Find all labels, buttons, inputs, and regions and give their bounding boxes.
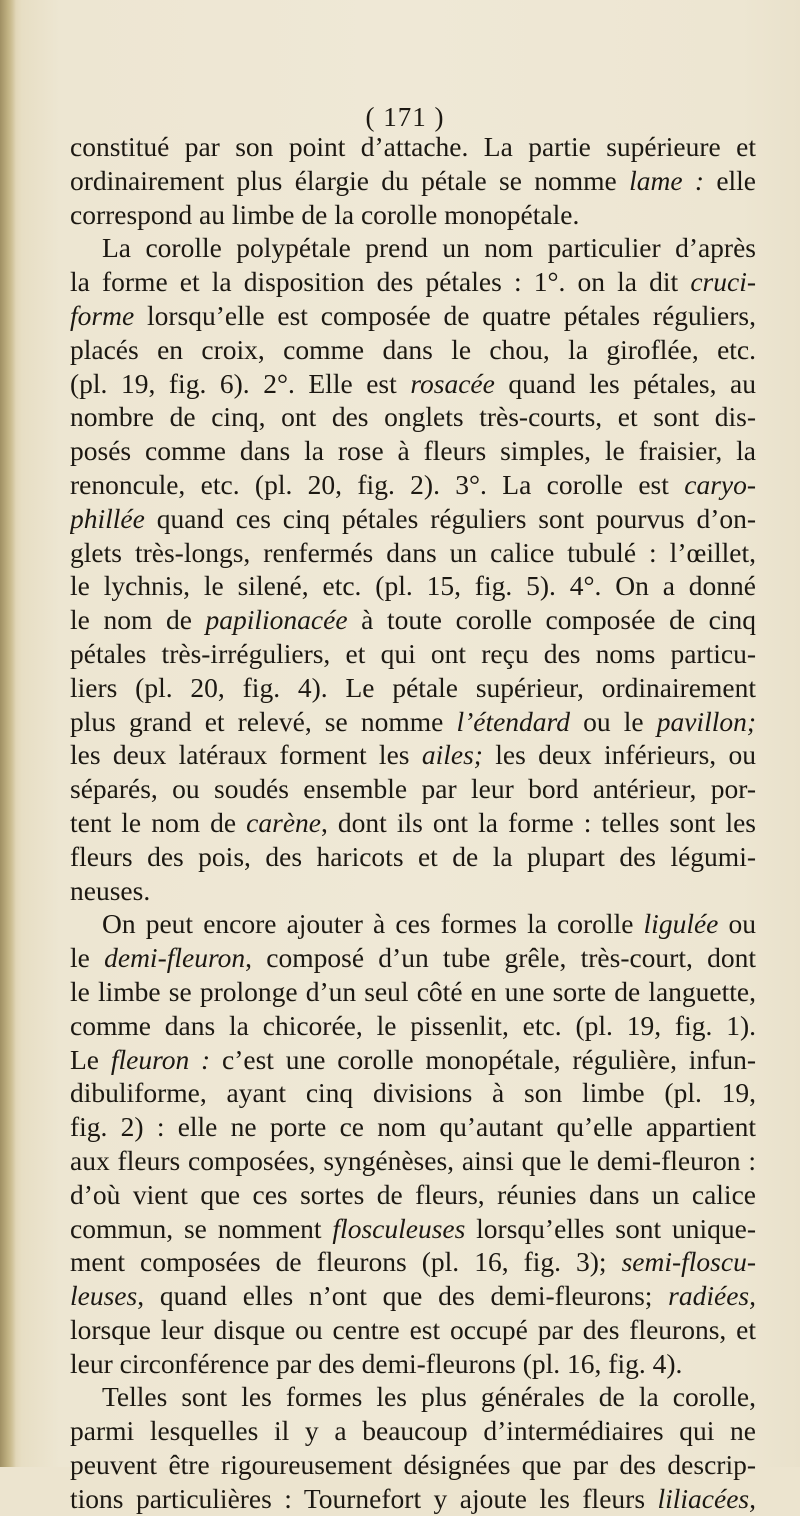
text-line: fig. 2) : elle ne porte ce nom qu’autant qu’elle appartient (70, 1111, 756, 1143)
italic-term: rosacée (410, 367, 495, 399)
text-line: tent le nom de carène, dont ils ont la forme : telles sont les (70, 806, 756, 838)
text-line: plus grand et relevé, se nomme l’étendard ou le pavillon; (70, 705, 756, 737)
text-line: La corolle polypétale prend un nom particulier d’après (102, 232, 756, 264)
italic-term: cruci- (690, 266, 756, 298)
body-text (70, 130, 756, 1516)
italic-term: liliacées, (657, 1482, 756, 1514)
italic-term: radiées, (668, 1280, 756, 1312)
text-line: aux fleurs composées, syngénèses, ainsi que le demi-fleuron : (70, 1144, 756, 1176)
text-line: parmi lesquelles il y a beaucoup d’intermédiaires qui ne (70, 1415, 756, 1447)
text-line: constitué par son point d’attache. La partie supérieure et (70, 131, 756, 162)
text-line: leur circonférence par des demi-fleurons (pl. 16, fig. 4). (70, 1347, 683, 1379)
text-line: la forme et la disposition des pétales : 1°. on la dit cruci- (70, 266, 756, 298)
text-line: correspond au limbe de la corolle monopétale. (70, 198, 580, 230)
text-line: Telles sont les formes les plus générales de la corolle, (102, 1381, 756, 1413)
text-line: (pl. 19, fig. 6). 2°. Elle est rosacée quand les pétales, au (70, 367, 756, 399)
italic-term: carène (246, 806, 321, 838)
text-line: leuses, quand elles n’ont que des demi-fleurons; radiées, (70, 1280, 756, 1312)
text-line: lorsque leur disque ou centre est occupé par des fleurons, et (70, 1313, 756, 1345)
italic-term: lame : (629, 164, 704, 196)
text-line: posés comme dans la rose à fleurs simples, le fraisier, la (70, 435, 756, 467)
italic-term: ailes; (421, 739, 483, 771)
text-line: phillée quand ces cinq pétales réguliers sont pourvus d’on- (70, 502, 756, 534)
text-line: les deux latéraux forment les ailes; les deux inférieurs, ou (70, 739, 756, 771)
italic-term: flosculeuses (332, 1212, 466, 1244)
text-line: nombre de cinq, ont des onglets très-courts, et sont dis- (70, 401, 756, 433)
binding-gutter-shadow (0, 0, 16, 1467)
text-line: placés en croix, comme dans le chou, la giroflée, etc. (70, 333, 756, 365)
text-line: le limbe se prolonge d’un seul côté en une sorte de languette, (70, 975, 756, 1007)
italic-term: semi-floscu- (621, 1246, 756, 1278)
text-line: le lychnis, le silené, etc. (pl. 15, fig. 5). 4°. On a donné (70, 570, 756, 602)
text-line: neuses. (70, 874, 151, 906)
text-line: d’où vient que ces sortes de fleurs, réunies dans un calice (70, 1178, 756, 1210)
text-line: dibuliforme, ayant cinq divisions à son limbe (pl. 19, (70, 1077, 756, 1109)
text-line: ordinairement plus élargie du pétale se nomme lame : elle (70, 164, 756, 196)
italic-term: pavillon; (656, 705, 756, 737)
page-number: ( 171 ) (365, 102, 445, 132)
text-line: comme dans la chicorée, le pissenlit, etc. (pl. 19, fig. 1). (70, 1009, 756, 1041)
text-line: le demi-fleuron, composé d’un tube grêle, très-court, dont (70, 942, 756, 974)
text-line: glets très-longs, renfermés dans un calice tubulé : l’œillet, (70, 536, 756, 568)
italic-term: fleuron : (110, 1043, 211, 1075)
italic-term: caryo- (684, 468, 756, 500)
italic-term: ligulée (643, 908, 719, 940)
text-line: Le fleuron : c’est une corolle monopétale, régulière, infun- (70, 1043, 756, 1075)
italic-term: demi-fleuron (104, 942, 246, 974)
text-line: le nom de papilionacée à toute corolle composée de cinq (70, 604, 756, 636)
italic-term: leuses (70, 1280, 138, 1312)
text-line: séparés, ou soudés ensemble par leur bord antérieur, por- (70, 773, 756, 805)
text-line: liers (pl. 20, fig. 4). Le pétale supérieur, ordinairement (70, 671, 756, 703)
text-line: renoncule, etc. (pl. 20, fig. 2). 3°. La corolle est caryo- (70, 468, 756, 500)
text-line: ment composées de fleurons (pl. 16, fig. 3); semi-floscu- (70, 1246, 756, 1278)
italic-term: l’étendard (456, 705, 570, 737)
italic-term: papilionacée (205, 604, 348, 636)
text-line: peuvent être rigoureusement désignées que par des descrip- (70, 1449, 756, 1481)
text-line: fleurs des pois, des haricots et de la plupart des légumi- (70, 840, 756, 872)
text-line: On peut encore ajouter à ces formes la corolle ligulée ou (102, 908, 756, 940)
text-line: commun, se nomment flosculeuses lorsqu’elles sont unique- (70, 1212, 756, 1244)
text-line: forme lorsqu’elle est composée de quatre pétales réguliers, (70, 299, 756, 331)
text-line: pétales très-irréguliers, et qui ont reçu des noms particu- (70, 637, 756, 669)
italic-term: phillée (70, 502, 145, 534)
text-line: tions particulières : Tournefort y ajoute les fleurs liliacées, (70, 1482, 756, 1514)
italic-term: forme (70, 299, 135, 331)
